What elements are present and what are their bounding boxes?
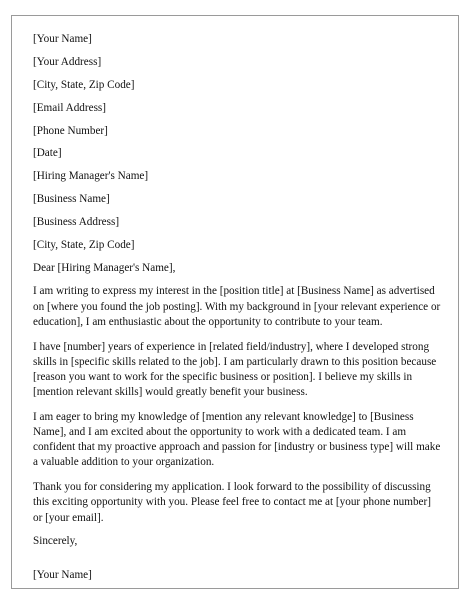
recipient-business-address: [Business Address] xyxy=(33,216,120,229)
paragraph-motivation xyxy=(33,410,445,471)
paragraph-intro xyxy=(33,284,445,330)
sender-block xyxy=(33,33,445,253)
paragraph-line: [reason you want to work for the specific business or position]. I believe my skills in xyxy=(33,370,413,383)
recipient-city-state-zip: [City, State, Zip Code] xyxy=(33,239,135,252)
sender-city-state-zip: [City, State, Zip Code] xyxy=(33,78,135,91)
sender-address: [Your Address] xyxy=(33,55,102,68)
paragraph-line: this exciting opportunity with you. Please feel free to contact me at [your phone number] xyxy=(33,496,431,509)
paragraph-line: or [your email]. xyxy=(33,511,104,524)
letter-date: [Date] xyxy=(33,147,62,160)
paragraph-line: I have [number] years of experience in [related field/industry], where I developed strong xyxy=(33,340,430,353)
paragraph-line: education], I am enthusiastic about the opportunity to contribute to your team. xyxy=(33,315,383,328)
greeting: Dear [Hiring Manager's Name], xyxy=(33,261,176,274)
paragraph-line: on [where you found the job posting]. With my background in [your relevant experience or xyxy=(33,300,441,313)
paragraph-line: skills in [specific skills related to the job]. I am particularly drawn to this position because xyxy=(33,355,437,368)
recipient-business-name: [Business Name] xyxy=(33,193,110,206)
paragraph-line: I am eager to bring my knowledge of [mention any relevant knowledge] to [Business xyxy=(33,410,414,423)
recipient-name: [Hiring Manager's Name] xyxy=(33,170,149,183)
sender-name: [Your Name] xyxy=(33,33,92,45)
closing: Sincerely, xyxy=(33,535,78,548)
sender-email: [Email Address] xyxy=(33,101,107,114)
signature: [Your Name] xyxy=(33,568,92,581)
paragraph-line: Name], and I am excited about the opportunity to work with a dedicated team. I am xyxy=(33,426,407,439)
paragraph-line: a valuable addition to your organization. xyxy=(33,456,215,469)
paragraph-thanks xyxy=(33,480,445,526)
paragraph-line: Thank you for considering my application. I look forward to the possibility of discussing xyxy=(33,481,431,494)
letter-page xyxy=(11,15,459,589)
paragraph-line: confident that my proactive approach and passion for [industry or business type] will make xyxy=(33,441,441,454)
paragraph-line: [mention relevant skills] would greatly benefit your business. xyxy=(33,386,308,399)
paragraph-experience xyxy=(33,340,445,401)
letter-content xyxy=(33,33,445,582)
paragraph-line: I am writing to express my interest in the [position title] at [Business Name] as advertised xyxy=(33,285,435,298)
sender-phone: [Phone Number] xyxy=(33,124,108,137)
